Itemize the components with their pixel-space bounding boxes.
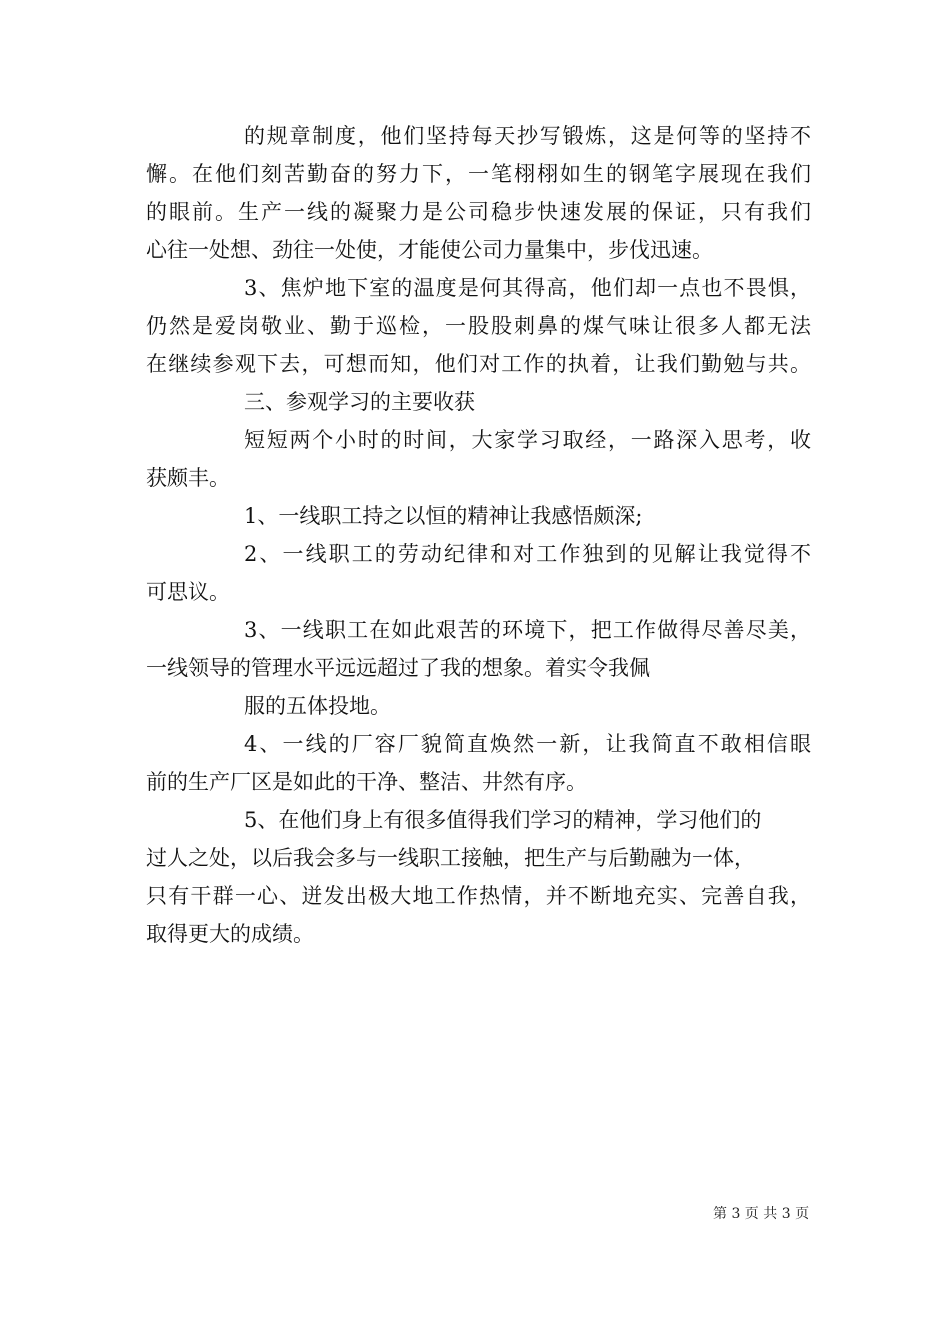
text-line: 获颇丰。 (146, 466, 230, 490)
text-line: 心往一处想、劲往一处使，才能使公司力量集中，步伐迅速。 (146, 238, 713, 262)
page-number-footer: 第 3 页 共 3 页 (713, 1206, 810, 1222)
text-line: 2、一线职工的劳动纪律和对工作独到的见解让我觉得不 (244, 542, 811, 566)
document-body (146, 117, 811, 953)
text-line: 在继续参观下去，可想而知，他们对工作的执着，让我们勤勉与共。 (146, 352, 811, 376)
text-line: 只有干群一心、迸发出极大地工作热情，并不断地充实、完善自我， (146, 884, 811, 908)
text-line: 三、参观学习的主要收获 (244, 390, 475, 414)
text-line: 的眼前。生产一线的凝聚力是公司稳步快速发展的保证，只有我们 (146, 200, 811, 224)
text-line: 的规章制度，他们坚持每天抄写锻炼，这是何等的坚持不 (244, 124, 811, 148)
text-line: 可思议。 (146, 580, 230, 604)
text-line: 仍然是爱岗敬业、勤于巡检，一股股刺鼻的煤气味让很多人都无法 (146, 314, 811, 338)
text-line: 4、一线的厂容厂貌简直焕然一新，让我简直不敢相信眼 (244, 732, 811, 756)
text-line: 3、焦炉地下室的温度是何其得高，他们却一点也不畏惧， (244, 276, 811, 300)
text-line: 前的生产厂区是如此的干净、整洁、井然有序。 (146, 770, 587, 794)
text-line: 一线领导的管理水平远远超过了我的想象。着实令我佩 (146, 656, 650, 680)
text-line: 短短两个小时的时间，大家学习取经，一路深入思考，收 (244, 428, 811, 452)
text-line: 过人之处，以后我会多与一线职工接触，把生产与后勤融为一体， (146, 846, 755, 870)
text-line: 懈。在他们刻苦勤奋的努力下，一笔栩栩如生的钢笔字展现在我们 (146, 162, 811, 186)
text-line: 取得更大的成绩。 (146, 922, 314, 946)
text-line: 服的五体投地。 (244, 694, 391, 718)
text-line: 1、一线职工持之以恒的精神让我感悟颇深; (244, 504, 643, 528)
text-line: 3、一线职工在如此艰苦的环境下，把工作做得尽善尽美， (244, 618, 811, 642)
text-line: 5、在他们身上有很多值得我们学习的精神，学习他们的 (244, 808, 762, 832)
